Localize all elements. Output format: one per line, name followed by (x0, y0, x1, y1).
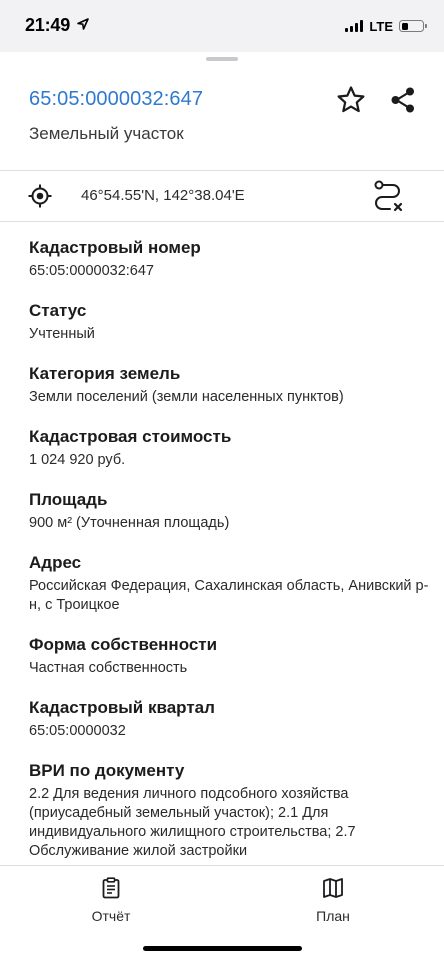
field-value: Учтенный (29, 326, 95, 342)
field-label: Кадастровая стоимость (29, 427, 232, 446)
home-indicator (143, 946, 302, 951)
network-type: LTE (369, 18, 393, 34)
locate-icon[interactable] (27, 183, 53, 209)
tab-plan[interactable] (273, 876, 393, 926)
signal-icon (345, 20, 363, 32)
field-value: Частная собственность (29, 660, 188, 676)
field-label: Кадастровый номер (29, 238, 201, 257)
status-indicators (345, 18, 424, 34)
report-icon (99, 876, 123, 900)
field-label: Форма собственности (29, 635, 218, 654)
field-address (29, 552, 429, 615)
divider (0, 221, 444, 222)
status-bar (0, 0, 444, 52)
field-value: 1 024 920 руб. (29, 452, 126, 468)
favorite-button[interactable] (333, 82, 369, 118)
field-ownership-form (29, 634, 429, 678)
field-status (29, 300, 429, 344)
route-cancel-icon[interactable] (370, 178, 406, 214)
field-label: Кадастровый квартал (29, 698, 215, 717)
parcel-number-title: 65:05:0000032:647 (29, 88, 204, 110)
field-area (29, 489, 429, 533)
share-icon (388, 85, 418, 115)
field-cadastral-number (29, 237, 429, 281)
status-time: 21:49 (25, 15, 71, 35)
parcel-details (29, 237, 429, 865)
field-value: 900 м² (Уточненная площадь) (29, 515, 230, 531)
field-land-category (29, 363, 429, 407)
star-icon (335, 84, 367, 116)
coordinates-row (0, 171, 444, 221)
coordinates-text[interactable]: 46°54.55'N, 142°38.04'E (81, 187, 245, 204)
field-cadastral-quarter (29, 697, 429, 741)
field-label: Категория земель (29, 364, 181, 383)
field-label: ВРИ по документу (29, 761, 185, 780)
parcel-type-subtitle: Земельный участок (29, 124, 184, 143)
tab-plan-label: План (316, 908, 350, 924)
field-value: 65:05:0000032 (29, 723, 126, 739)
tab-report-label: Отчёт (91, 908, 131, 924)
field-label: Площадь (29, 490, 108, 509)
field-value: Земли поселений (земли населенных пунктов) (29, 389, 344, 405)
battery-icon (399, 20, 424, 32)
tab-report[interactable] (51, 876, 171, 926)
field-permitted-use (29, 760, 429, 861)
field-cadastral-value (29, 426, 429, 470)
field-value: Российская Федерация, Сахалинская область, Анивский р-н, с Троицкое (29, 578, 429, 613)
sheet-grabber[interactable] (206, 57, 238, 61)
location-arrow-icon (76, 17, 90, 31)
field-label: Статус (29, 301, 87, 320)
map-icon (321, 876, 345, 900)
share-button[interactable] (385, 82, 421, 118)
field-label: Адрес (29, 553, 82, 572)
bottom-toolbar (0, 865, 444, 960)
field-value: 65:05:0000032:647 (29, 263, 154, 279)
field-value: 2.2 Для ведения личного подсобного хозяйства (приусадебный земельный участок); 2.1 Для индивидуального жилищного строительства; 2.7 Обслуживание жилой застройки (29, 786, 356, 859)
